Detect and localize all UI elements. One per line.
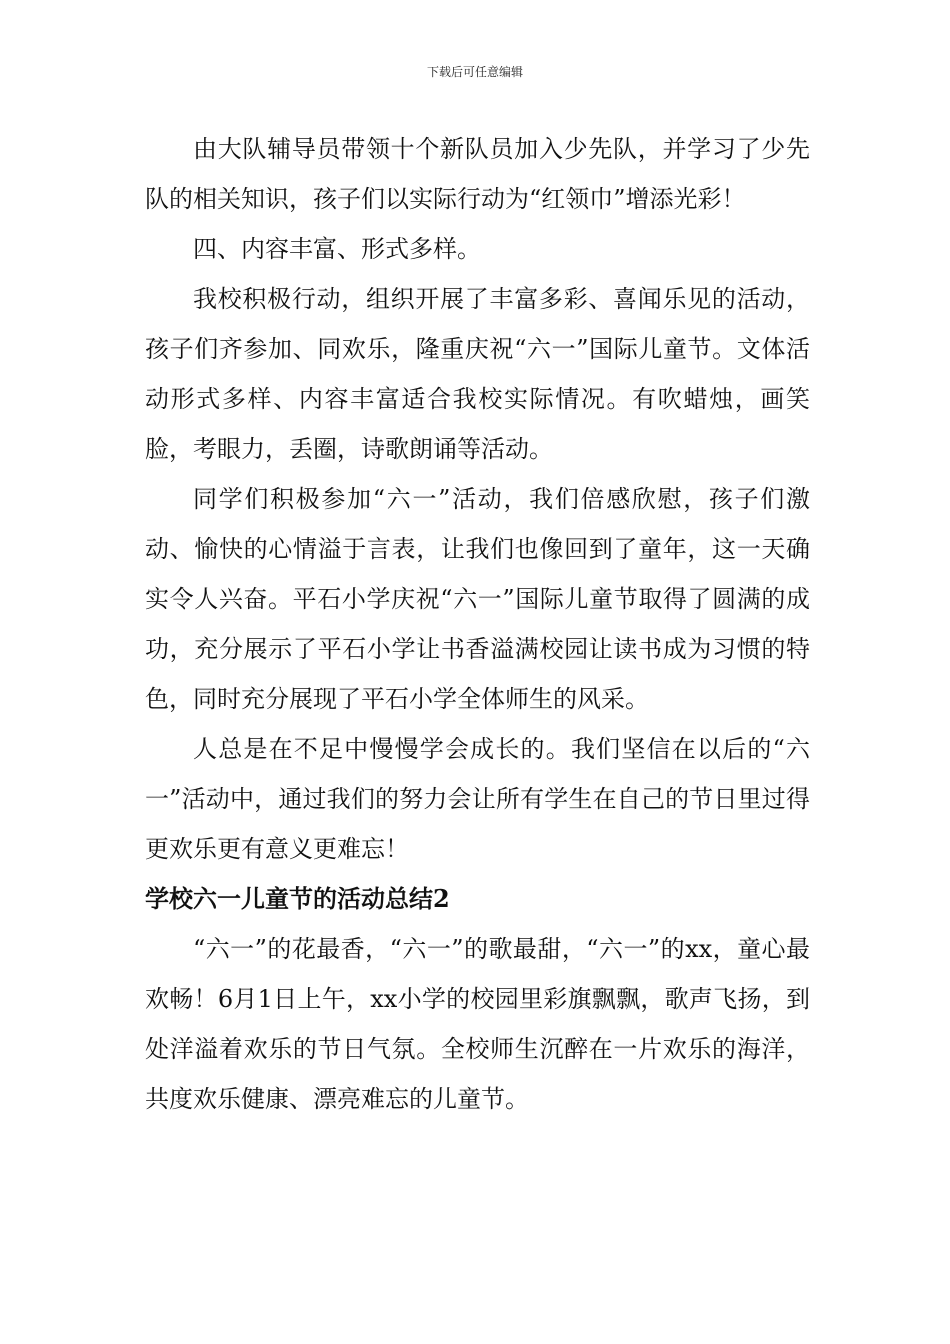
document-body xyxy=(145,124,810,1124)
paragraph-section-intro: “六一”的花最香，“六一”的歌最甜，“六一”的xx，童心最欢畅！6月1日上午，xx小学的校园里彩旗飘飘，歌声飞扬，到处洋溢着欢乐的节日气氛。全校师生沉醉在一片欢乐的海洋，共度欢乐健康、漂亮难忘的儿童节。 xyxy=(145,935,810,1113)
paragraph-growth: 人总是在不足中慢慢学会成长的。我们坚信在以后的“六一”活动中，通过我们的努力会让所有学生在自己的节日里过得更欢乐更有意义更难忘！ xyxy=(145,735,810,863)
section-title: 学校六一儿童节的活动总结2 xyxy=(145,884,450,913)
paragraph-subheading-content: 四、内容丰富、形式多样。 xyxy=(193,235,481,263)
paragraph-activities: 我校积极行动，组织开展了丰富多彩、喜闻乐见的活动，孩子们齐参加、同欢乐，隆重庆祝“六一”国际儿童节。文体活动形式多样、内容丰富适合我校实际情况。有吹蜡烛，画笑脸，考眼力，丢圈，诗歌朗诵等活动。 xyxy=(145,285,810,463)
page-header-note: 下载后可任意编辑 xyxy=(426,65,523,79)
paragraph-students-participation: 同学们积极参加“六一”活动，我们倍感欣慰，孩子们激动、愉快的心情溢于言表，让我们也像回到了童年，这一天确实令人兴奋。平石小学庆祝“六一”国际儿童节取得了圆满的成功，充分展示了平石小学让书香溢满校园让读书成为习惯的特色，同时充分展现了平石小学全体师生的风采。 xyxy=(145,485,810,713)
paragraph-new-members: 由大队辅导员带领十个新队员加入少先队，并学习了少先队的相关知识，孩子们以实际行动为“红领巾”增添光彩！ xyxy=(145,135,810,213)
